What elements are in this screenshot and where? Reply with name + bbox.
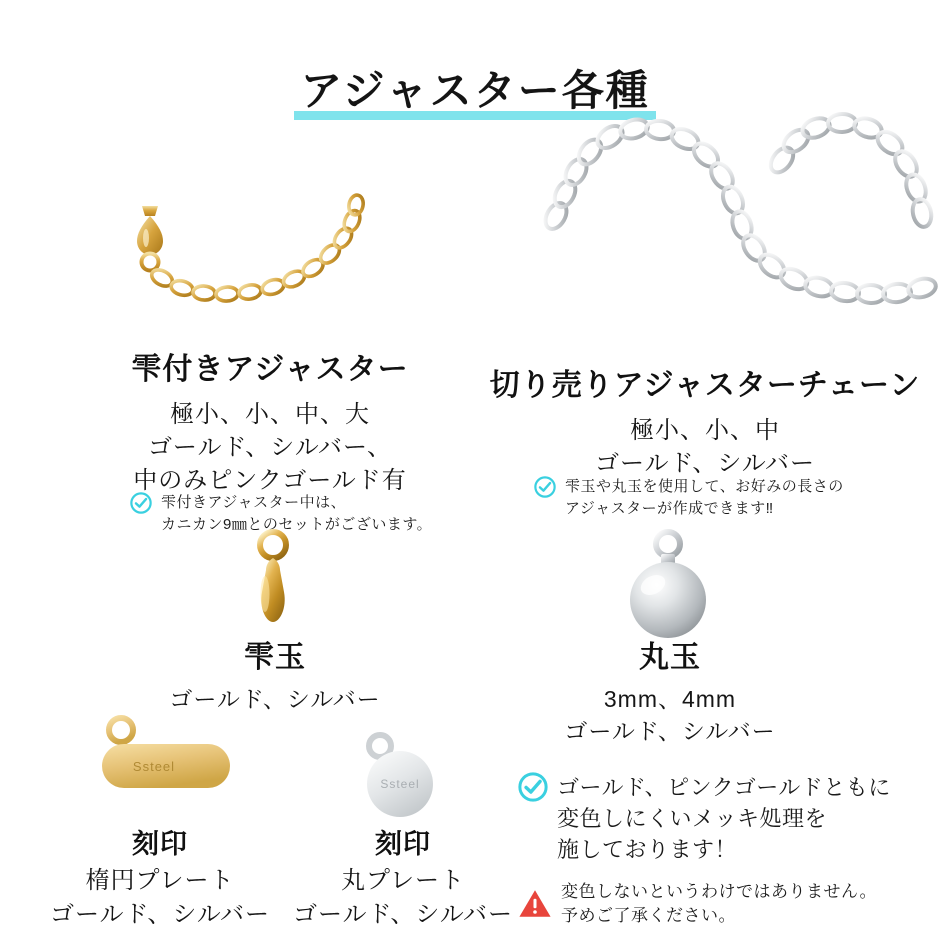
plating-note-line-1: ゴールド、ピンクゴールドともに — [557, 775, 891, 800]
drop-adjuster-svg — [110, 200, 430, 350]
plating-note — [518, 772, 938, 866]
cut-chain-note — [534, 476, 914, 520]
drop-bead-name: 雫玉 — [244, 641, 306, 674]
cut-chain-svg — [520, 120, 940, 360]
page-title-text: アジャスター各種 — [300, 67, 650, 114]
round-plate-stamp-text: Ssteel — [380, 777, 420, 791]
cut-chain-name: 切り売りアジャスターチェーン — [489, 369, 921, 402]
warning-triangle-icon — [518, 888, 552, 919]
round-plate-spec-1: 丸プレート — [340, 867, 466, 895]
round-plate-name: 刻印 — [375, 829, 431, 859]
drop-adjuster-image — [110, 200, 430, 350]
disclaimer-note — [518, 880, 938, 928]
round-bead-svg — [608, 528, 728, 640]
oval-plate-text — [30, 828, 290, 931]
drop-adjuster-spec-3: 中のみピンクゴールド有 — [133, 467, 407, 495]
drop-bead-image — [218, 528, 328, 640]
check-circle-icon — [518, 772, 548, 802]
oval-plate-spec-2: ゴールド、シルバー — [49, 900, 271, 928]
drop-bead-svg — [218, 528, 328, 640]
drop-adjuster-text — [60, 352, 480, 497]
oval-plate-spec-1: 楕円プレート — [85, 867, 235, 895]
disclaimer-line-2: 予めご了承ください。 — [561, 905, 736, 925]
oval-plate-name: 刻印 — [132, 829, 188, 859]
page-title — [294, 58, 655, 122]
drop-adjuster-name: 雫付きアジャスター — [131, 353, 409, 386]
oval-plate-stamp-text: Ssteel — [132, 759, 176, 774]
drop-bead-spec-1: ゴールド、シルバー — [169, 686, 381, 712]
oval-plate-image — [86, 708, 246, 814]
round-bead-spec-2: ゴールド、シルバー — [564, 717, 776, 744]
drop-bead-text — [150, 640, 400, 716]
round-plate-image — [338, 730, 458, 822]
cut-chain-note-line-1: 雫玉や丸玉を使用して、お好みの長さの — [565, 478, 844, 495]
cut-chain-spec-1: 極小、小、中 — [630, 417, 780, 444]
round-plate-text — [278, 828, 528, 931]
drop-adjuster-note-line-1: 雫付きアジャスター中は、 — [161, 494, 347, 511]
cut-chain-spec-2: ゴールド、シルバー — [594, 450, 816, 478]
cut-chain-image — [520, 120, 940, 360]
page-title-wrap — [0, 58, 950, 122]
round-plate-spec-2: ゴールド、シルバー — [292, 900, 514, 928]
round-bead-text — [540, 640, 800, 747]
check-circle-icon — [534, 476, 556, 498]
drop-adjuster-spec-1: 極小、小、中、大 — [170, 401, 370, 428]
plating-note-line-2: 変色しにくいメッキ処理を — [557, 806, 828, 832]
round-bead-image — [608, 528, 728, 640]
plating-note-line-3: 施しております！ — [557, 837, 738, 863]
cut-chain-note-line-2: アジャスターが作成できます‼ — [565, 499, 774, 517]
round-bead-name: 丸玉 — [639, 641, 701, 674]
drop-adjuster-spec-2: ゴールド、シルバー、 — [147, 434, 393, 462]
disclaimer-line-1: 変色しないというわけではありません。 — [561, 882, 878, 901]
round-plate-svg — [338, 730, 458, 822]
drop-adjuster-note-line-2: カニカン9㎜とのセットがございます。 — [161, 515, 433, 533]
oval-plate-svg — [86, 708, 246, 814]
cut-chain-text — [460, 368, 950, 480]
check-circle-icon — [130, 492, 152, 514]
round-bead-spec-1: 3mm、4mm — [603, 686, 737, 712]
